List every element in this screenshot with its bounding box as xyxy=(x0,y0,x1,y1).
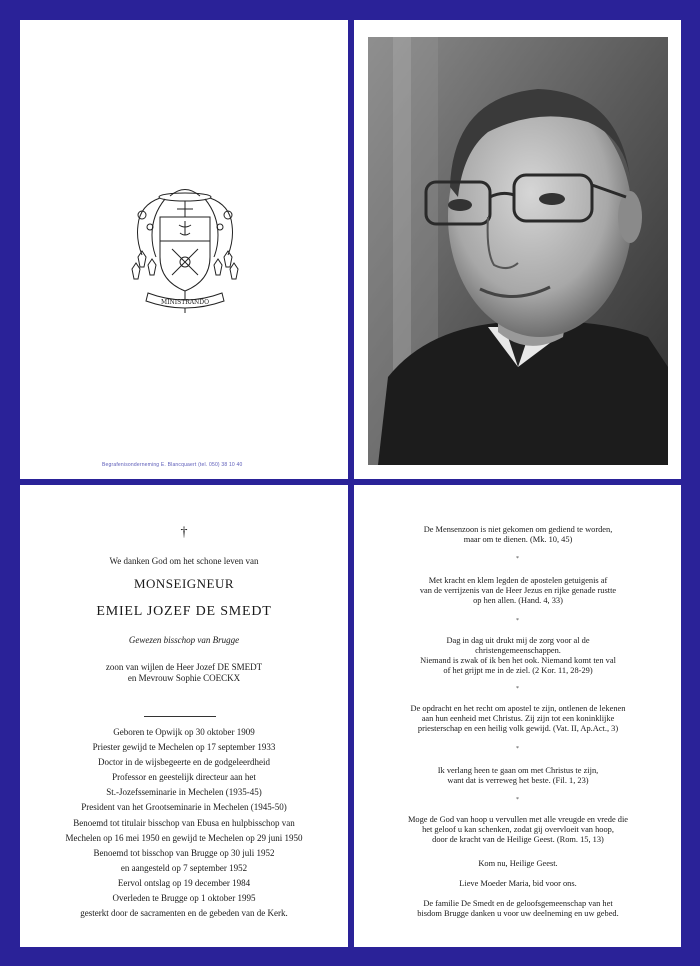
bio-line: St.-Jozefsseminarie in Mechelen (1935-45) xyxy=(106,787,262,797)
former-role: Gewezen bisschop van Brugge xyxy=(128,635,240,645)
separator: * xyxy=(516,686,519,692)
verse-5: Ik verlang heen te gaan om met Christus te zijn, want dat is verreweg het beste. (Fil. 1, 23) xyxy=(437,766,599,785)
printer-imprint: Begrafenisonderneming E. Blancquaert (tel. 050) 38 10 40 xyxy=(102,462,243,468)
verse-3: Dag in dag uit drukt mij de zorg voor al de christengemeenschappen. Niemand is zwak of ik ben het ook. Niemand komt ten val of het grijpt me in de ziel. (2 Kor. 11, 28-29) xyxy=(420,636,616,675)
bio-line: Doctor in de wijsbegeerte en de godgeleerdheid xyxy=(98,757,270,767)
deceased-name: EMIEL JOZEF DE SMEDT xyxy=(96,604,272,619)
cover-panel xyxy=(20,20,348,479)
portrait-photo xyxy=(368,37,668,465)
verse-6: Moge de God van hoop u vervullen met alle vreugde en vrede die het geloof u kan schenken, zodat gij overvloeit van hoop, door de kracht van de Heilige Geest. (Rom. 15, 13) xyxy=(407,815,628,844)
parents-line-1: zoon van wijlen de Heer Jozef DE SMEDT xyxy=(105,662,263,672)
biography-panel xyxy=(20,485,348,947)
portrait-panel xyxy=(354,20,681,479)
bio-line: Eervol ontslag op 19 december 1984 xyxy=(117,878,251,888)
crest-motto: MINISTRANDO xyxy=(160,299,210,306)
prayer-holy-spirit: Kom nu, Heilige Geest. xyxy=(478,859,558,868)
divider xyxy=(144,716,216,717)
cross-icon: † xyxy=(180,525,188,540)
separator: * xyxy=(516,797,519,803)
separator: * xyxy=(516,618,519,624)
prayer-mary: Lieve Moeder Maria, bid voor ons. xyxy=(459,879,577,888)
bio-line: Benoemd tot titulair bisschop van Ebusa en hulpbisschop van xyxy=(73,818,295,828)
bio-line: President van het Grootseminarie in Mechelen (1945-50) xyxy=(81,802,287,812)
separator: * xyxy=(516,556,519,562)
bio-line: Priester gewijd te Mechelen op 17 september 1933 xyxy=(92,742,276,752)
bio-line: en aangesteld op 7 september 1952 xyxy=(120,863,248,873)
verse-2: Met kracht en klem legden de apostelen getuigenis af van de verrijzenis van de Heer Jezus en rijke genade rustte op hen allen. (Hand. 4, 33) xyxy=(419,576,617,605)
verse-1: De Mensenzoon is niet gekomen om gediend te worden, maar om te dienen. (Mk. 10, 45) xyxy=(423,525,613,544)
episcopal-coat-of-arms-icon xyxy=(130,185,240,325)
bio-line: Mechelen op 16 mei 1950 en gewijd te Mechelen op 29 juni 1950 xyxy=(65,833,303,843)
verses-panel xyxy=(354,485,681,947)
bio-line: gesterkt door de sacramenten en de gebeden van de Kerk. xyxy=(80,908,288,918)
separator: * xyxy=(516,746,519,752)
bio-line: Geboren te Opwijk op 30 oktober 1909 xyxy=(113,727,255,737)
parents-line-2: en Mevrouw Sophie COECKX xyxy=(127,673,241,683)
closing-thanks: De familie De Smedt en de geloofsgemeenschap van het bisdom Brugge danken u voor uw deelneming en uw gebed. xyxy=(417,899,619,918)
bio-line: Overleden te Brugge op 1 oktober 1995 xyxy=(112,893,256,903)
verse-4: De opdracht en het recht om apostel te zijn, ontlenen de lekenen aan hun eenheid met Christus. Zij zijn tot een koninklijke priesterschap en een heilig volk gewijd. (Vat. II, Ap.Act., 3) xyxy=(410,704,626,733)
bio-line: Benoemd tot bisschop van Brugge op 30 juli 1952 xyxy=(93,848,275,858)
bio-line: Professor en geestelijk directeur aan het xyxy=(112,772,256,782)
title-monseigneur: MONSEIGNEUR xyxy=(133,576,235,591)
intro-text: We danken God om het schone leven van xyxy=(109,556,259,566)
